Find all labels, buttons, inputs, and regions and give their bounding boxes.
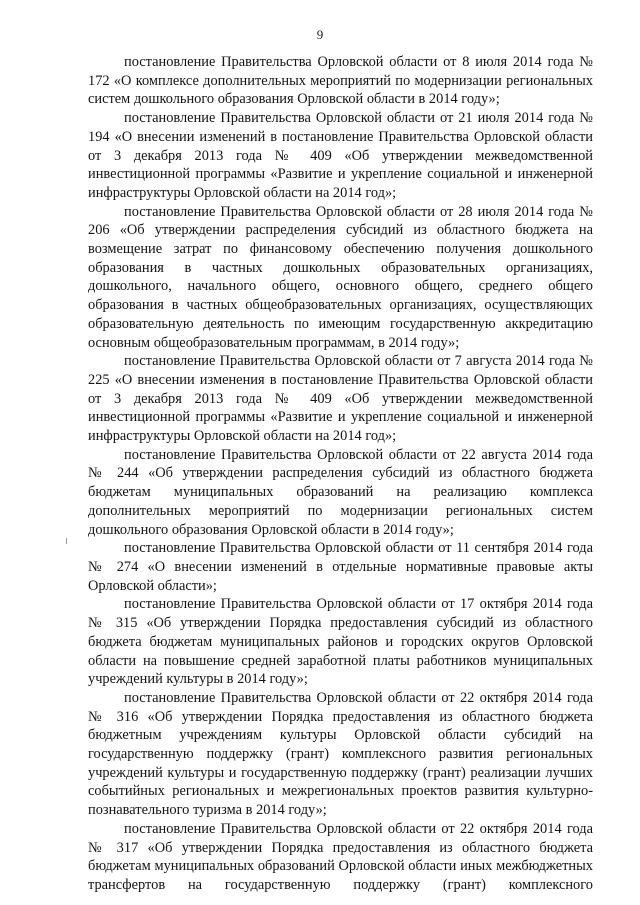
document-body (88, 53, 593, 895)
paragraph-decree-172: постановление Правительства Орловской области от 8 июля 2014 года № 172 «О комплексе дополнительных мероприятий по модернизации региональных систем дошкольного образования Орловской области в 2014 году»; (88, 54, 593, 108)
paragraph-decree-206: постановление Правительства Орловской области от 28 июля 2014 года № 206 «Об утверждении распределения субсидий из областного бюджета на возмещение затрат по финансовому обеспечению получения дошкольного образования в частных дошкольных образовательных организациях, дошкольного, начального общего, основного общего, среднего общего образования в частных общеобразовательных организациях, осуществляющих образовательную деятельность по имеющим государственную аккредитацию основным общеобразовательным программам, в 2014 году»; (88, 203, 593, 351)
page-number: 9 (316, 27, 324, 42)
paragraph-decree-194: постановление Правительства Орловской области от 21 июля 2014 года № 194 «О внесении изменений в постановление Правительства Орловской области от 3 декабря 2013 года № 409 «Об утверждении межведомственной инвестиционной программы «Развитие и укрепление социальной и инженерной инфраструктуры Орловской области на 2014 год»; (88, 110, 593, 201)
paragraph-decree-244: постановление Правительства Орловской области от 22 августа 2014 года № 244 «Об утверждении распределения субсидий из областного бюджета бюджетам муниципальных образований на реализацию комплекса дополнительных мероприятий по модернизации региональных систем дошкольного образования Орловской области в 2014 году»; (88, 446, 593, 538)
paragraph-decree-274: постановление Правительства Орловской области от 11 сентября 2014 года № 274 «О внесении изменений в отдельные нормативные правовые акты Орловской области»; (88, 540, 593, 594)
paragraph-decree-315: постановление Правительства Орловской области от 17 октября 2014 года № 315 «Об утверждении Порядка предоставления субсидий из областного бюджета бюджетам муниципальных районов и городских округов Орловской области на повышение средней заработной платы работников муниципальных учреждений культуры в 2014 году»; (88, 596, 593, 688)
paragraph-decree-317: постановление Правительства Орловской области от 22 октября 2014 года № 317 «Об утверждении Порядка предоставления из областного бюджета бюджетам муниципальных образований Орловской области иных межбюджетных трансфертов на государственную поддержку (грант) комплексного (88, 820, 593, 893)
paragraph-decree-225: постановление Правительства Орловской области от 7 августа 2014 года № 225 «О внесении изменения в постановление Правительства Орловской области от 3 декабря 2013 года № 409 «Об утверждении межведомственной инвестиционной программы «Развитие и укрепление социальной и инженерной инфраструктуры Орловской области на 2014 год»; (88, 353, 593, 445)
margin-mark (66, 538, 67, 544)
paragraph-decree-316: постановление Правительства Орловской области от 22 октября 2014 года № 316 «Об утверждении Порядка предоставления из областного бюджета бюджетным учреждениям культуры Орловской области субсидий на государственную поддержку (грант) комплексного развития региональных учреждений культуры и государственную поддержку (грант) реализации лучших событийных региональных и межрегиональных проектов развития культурно-познавательного туризма в 2014 году»; (88, 689, 593, 819)
